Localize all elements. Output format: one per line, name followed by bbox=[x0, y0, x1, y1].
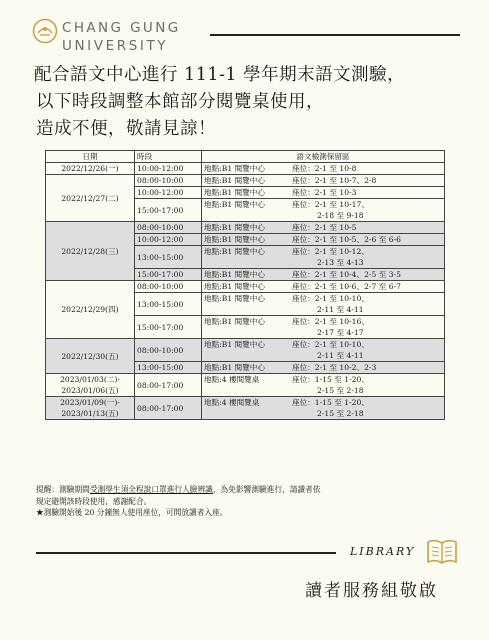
time-cell: 08:00-17:00 bbox=[135, 374, 202, 397]
seat-cell bbox=[202, 339, 445, 362]
seat-text: 座位：2-1 至 10-8 bbox=[292, 164, 357, 173]
location-text: 地點:B1 閱覽中心 bbox=[204, 282, 265, 291]
seat-text: 座位：2-1 至 10-10、 bbox=[292, 340, 369, 349]
note-suffix: ，為免影響測驗進行，請讀者依 bbox=[212, 485, 321, 494]
date-cell: 2022/12/29(四) bbox=[46, 281, 135, 339]
location-text: 地點:B1 閱覽中心 bbox=[204, 188, 265, 197]
time-cell: 13:00-15:00 bbox=[135, 293, 202, 316]
date-end: 2023/01/13(五) bbox=[61, 409, 119, 418]
date-cell: 2022/12/27(二) bbox=[46, 175, 135, 222]
seat-text-cont: 2-15 至 2-18 bbox=[317, 386, 364, 395]
location-text: 地點:B1 閱覽中心 bbox=[204, 294, 265, 303]
table-row bbox=[46, 281, 445, 293]
time-cell: 15:00-17:00 bbox=[135, 316, 202, 339]
seat-cell bbox=[202, 187, 445, 199]
note-line-2: 規定避開該時段使用，感謝配合。 bbox=[36, 496, 152, 506]
seat-cell bbox=[202, 374, 445, 397]
time-cell: 15:00-17:00 bbox=[135, 269, 202, 281]
seat-text: 座位：1-15 至 1-20、 bbox=[292, 398, 369, 407]
note-prefix: 提醒：測驗期間 bbox=[36, 485, 90, 494]
seat-cell bbox=[202, 316, 445, 339]
seat-text: 座位：2-1 至 10-2、2-3 bbox=[292, 363, 377, 372]
location-text: 地點:B1 閱覽中心 bbox=[204, 235, 265, 244]
time-cell: 08:00-10:00 bbox=[135, 339, 202, 362]
date-start: 2023/01/03(二)- bbox=[60, 375, 120, 384]
seat-cell bbox=[202, 234, 445, 246]
table-row bbox=[46, 175, 445, 187]
note-line-1 bbox=[36, 484, 461, 496]
seat-cell bbox=[202, 281, 445, 293]
schedule-table bbox=[45, 150, 445, 420]
seat-text-cont: 2-11 至 4-11 bbox=[317, 305, 364, 314]
location-text: 地點:B1 閱覽中心 bbox=[204, 164, 265, 173]
location-text: 地點:4 樓閱覽桌 bbox=[204, 375, 260, 384]
time-cell: 08:00-17:00 bbox=[135, 397, 202, 420]
seat-text: 座位：2-1 至 10-12、 bbox=[292, 247, 369, 256]
seat-cell bbox=[202, 362, 445, 374]
seat-cell bbox=[202, 175, 445, 187]
university-emblem-icon bbox=[32, 18, 58, 44]
time-cell: 13:00-15:00 bbox=[135, 246, 202, 269]
top-divider bbox=[210, 34, 460, 36]
seat-cell bbox=[202, 397, 445, 420]
seat-text: 座位：2-1 至 10-10、 bbox=[292, 294, 369, 303]
table-row bbox=[46, 397, 445, 420]
table-row bbox=[46, 222, 445, 234]
table-row bbox=[46, 374, 445, 397]
headline-line-1: 配合語文中心進行 111-1 學年期末語文測驗， bbox=[34, 65, 406, 85]
date-cell bbox=[46, 397, 135, 420]
location-text: 地點:B1 閱覽中心 bbox=[204, 176, 265, 185]
headline-line-2: 以下時段調整本館部分閱覽桌使用， bbox=[36, 92, 324, 112]
time-cell: 10:00-12:00 bbox=[135, 234, 202, 246]
seat-text: 座位：2-1 至 10-6、2-7 至 6-7 bbox=[292, 282, 401, 291]
time-cell: 10:00-12:00 bbox=[135, 163, 202, 175]
headline bbox=[34, 62, 474, 143]
seat-text-cont: 2-17 至 4-17 bbox=[317, 328, 364, 337]
time-cell: 08:00-10:00 bbox=[135, 175, 202, 187]
seat-text-cont: 2-11 至 4-11 bbox=[317, 351, 364, 360]
seat-cell bbox=[202, 163, 445, 175]
location-text: 地點:B1 閱覽中心 bbox=[204, 247, 265, 256]
seat-text-cont: 2-13 至 4-13 bbox=[317, 258, 364, 267]
location-text: 地點:B1 閱覽中心 bbox=[204, 340, 265, 349]
seat-cell bbox=[202, 293, 445, 316]
brand-line-2: UNIVERSITY bbox=[62, 38, 169, 54]
location-text: 地點:B1 閱覽中心 bbox=[204, 223, 265, 232]
notes bbox=[36, 484, 461, 519]
brand-line-1: CHANG GUNG bbox=[62, 20, 181, 36]
time-cell: 15:00-17:00 bbox=[135, 199, 202, 222]
open-book-icon bbox=[425, 536, 459, 566]
location-text: 地點:4 樓閱覽桌 bbox=[204, 398, 260, 407]
date-cell: 2022/12/26(一) bbox=[46, 163, 135, 175]
seat-text: 座位：2-1 至 10-17、 bbox=[292, 200, 369, 209]
header-date: 日期 bbox=[46, 151, 135, 163]
date-cell bbox=[46, 374, 135, 397]
seat-text: 座位：2-1 至 10-5 bbox=[292, 223, 357, 232]
seat-cell bbox=[202, 269, 445, 281]
table-header-row bbox=[46, 151, 445, 163]
date-cell: 2022/12/30(五) bbox=[46, 339, 135, 374]
time-cell: 13:00-15:00 bbox=[135, 362, 202, 374]
seat-cell bbox=[202, 246, 445, 269]
header-time: 時段 bbox=[135, 151, 202, 163]
seat-text: 座位：1-15 至 1-20、 bbox=[292, 375, 369, 384]
library-label: LIBRARY bbox=[350, 545, 416, 558]
table-row bbox=[46, 163, 445, 175]
seat-text: 座位：2-1 至 10-16、 bbox=[292, 317, 369, 326]
seat-text-cont: 2-15 至 2-18 bbox=[317, 409, 364, 418]
date-end: 2023/01/06(五) bbox=[61, 386, 119, 395]
location-text: 地點:B1 閱覽中心 bbox=[204, 270, 265, 279]
seat-cell bbox=[202, 199, 445, 222]
location-text: 地點:B1 閱覽中心 bbox=[204, 317, 265, 326]
seat-cell bbox=[202, 222, 445, 234]
time-cell: 08:00-10:00 bbox=[135, 281, 202, 293]
location-text: 地點:B1 閱覽中心 bbox=[204, 363, 265, 372]
headline-line-3: 造成不便，敬請見諒！ bbox=[36, 119, 216, 139]
note-underlined: 受測學生須全程說口罩進行人臉辨識 bbox=[89, 485, 213, 494]
date-start: 2023/01/09(一)- bbox=[60, 398, 120, 407]
seat-text-cont: 2-18 至 9-18 bbox=[317, 211, 364, 220]
header-seats: 語文檢測保留區 bbox=[202, 151, 445, 163]
note-line-3: ★測驗開始後 20 分鐘無人使用座位，可開放讀者入座。 bbox=[36, 508, 228, 517]
time-cell: 10:00-12:00 bbox=[135, 187, 202, 199]
time-cell: 08:00-10:00 bbox=[135, 222, 202, 234]
location-text: 地點:B1 閱覽中心 bbox=[204, 200, 265, 209]
seat-text: 座位：2-1 至 10-5、2-6 至 6-6 bbox=[292, 235, 401, 244]
date-cell: 2022/12/28(三) bbox=[46, 222, 135, 281]
seat-text: 座位：2-1 至 10-7、2-8 bbox=[292, 176, 377, 185]
seat-text: 座位：2-1 至 10-4、2-5 至 3-5 bbox=[292, 270, 401, 279]
table-row bbox=[46, 339, 445, 362]
signature: 讀者服務組敬啟 bbox=[305, 581, 438, 601]
bottom-divider bbox=[36, 552, 336, 554]
seat-text: 座位：2-1 至 10-3 bbox=[292, 188, 357, 197]
